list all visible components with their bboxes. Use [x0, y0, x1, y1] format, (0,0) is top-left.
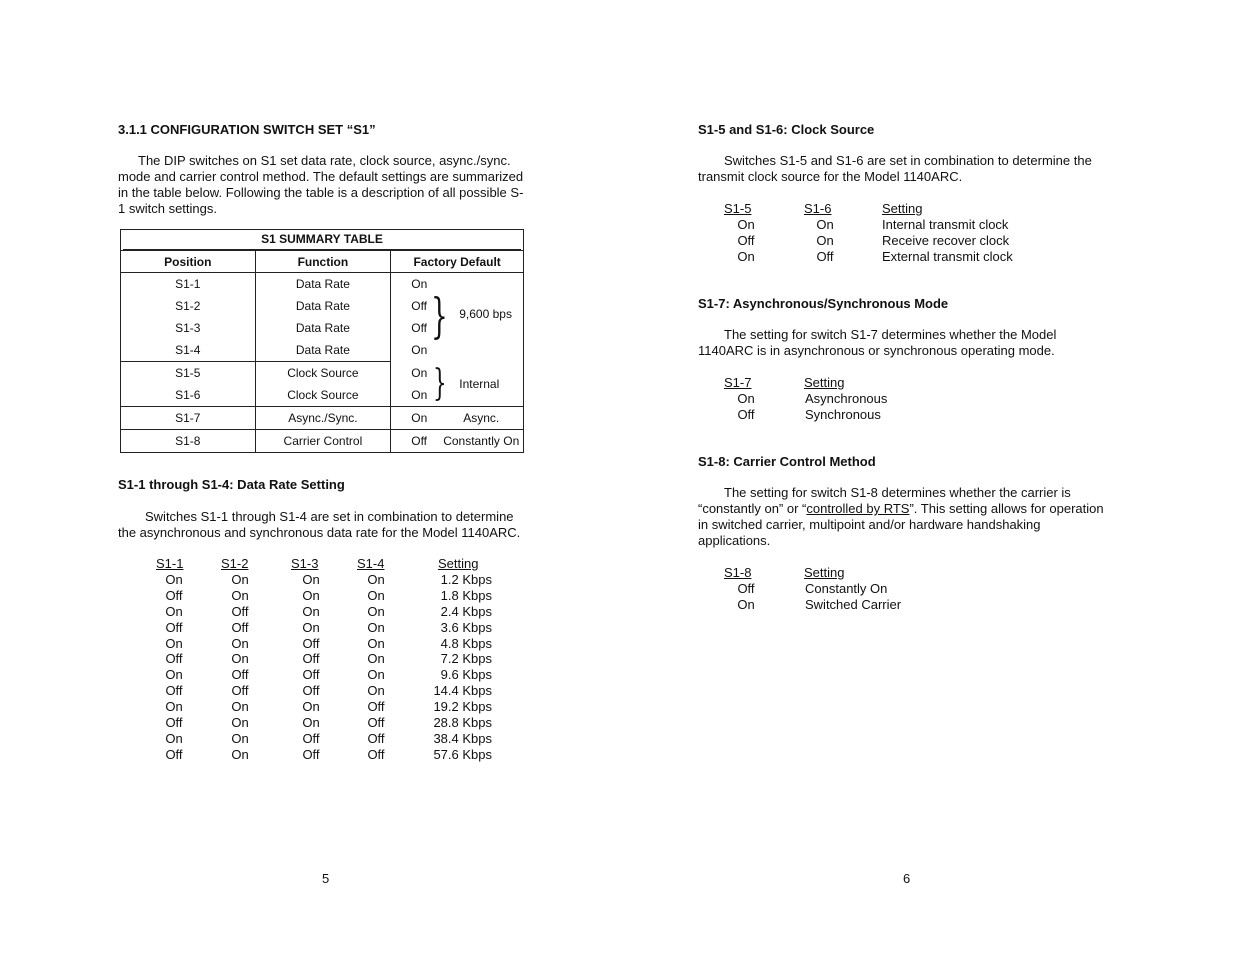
data-rate-cell: On: [165, 667, 183, 683]
data-rate-cell: 1.2 Kbps: [440, 571, 492, 587]
data-rate-header: S1-4: [357, 556, 385, 571]
data-rate-cell: 57.6 Kbps: [433, 746, 492, 762]
data-rate-header: S1-3: [291, 556, 319, 571]
position-cell: S1-1: [121, 273, 256, 296]
function-cell: Async./Sync.: [255, 407, 391, 430]
async-sync-cell: Synchronous: [805, 406, 881, 422]
data-rate-cell: Off: [165, 746, 183, 762]
function-cell: Data Rate: [255, 339, 391, 362]
async-sync-header: Setting: [804, 375, 845, 390]
page-number: 6: [903, 871, 911, 886]
data-rate-cell: On: [165, 730, 183, 746]
async-sync-cell: Off: [737, 406, 755, 422]
clock-source-cell: On: [737, 248, 755, 264]
intro-paragraph: [118, 153, 548, 217]
async-result: Async.: [463, 411, 500, 425]
data-rate-cell: On: [367, 635, 385, 651]
function-cell: Data Rate: [255, 295, 391, 317]
data-rate-cell: On: [367, 571, 385, 587]
carrier-control-header: S1-8: [724, 565, 752, 580]
async-default-cell: [391, 407, 524, 430]
intro-line: The setting for switch S1-7 determines whether the Model: [724, 327, 1057, 342]
data-rate-cell: On: [302, 587, 320, 603]
data-rate-cell: On: [231, 587, 249, 603]
position-cell: S1-6: [121, 384, 256, 407]
data-rate-header: S1-2: [221, 556, 249, 571]
clock-source-cell: On: [737, 216, 755, 232]
table-row: [121, 273, 524, 296]
data-rate-cell: Off: [302, 635, 320, 651]
data-rate-cell: Off: [231, 603, 249, 619]
data-rate-cell: Off: [302, 730, 320, 746]
default-value: Off: [411, 321, 428, 335]
data-rate-header: Setting: [438, 556, 479, 571]
clock-source-cell: On: [816, 232, 834, 248]
table-row: [121, 362, 524, 385]
data-rate-cell: Off: [231, 683, 249, 699]
data-rate-cell: On: [231, 715, 249, 730]
header-function: Function: [255, 251, 391, 273]
function-cell: Data Rate: [255, 273, 391, 296]
data-rate-intro: [118, 509, 548, 541]
data-rate-cell: On: [302, 699, 320, 715]
data-rate-cell: 38.4 Kbps: [433, 730, 492, 746]
clock-source-cell: Off: [816, 248, 834, 264]
data-rate-cell: On: [302, 571, 320, 587]
async-sync-intro: [698, 327, 1128, 359]
data-rate-cell: 28.8 Kbps: [433, 715, 492, 730]
controlled-by-rts-text: controlled by RTS: [806, 501, 910, 516]
data-rate-cell: 19.2 Kbps: [433, 699, 492, 715]
clock-source-cell: Receive recover clock: [882, 232, 1010, 248]
data-rate-cell: Off: [367, 746, 385, 762]
clock-source-result: Internal: [459, 376, 500, 391]
data-rate-cell: Off: [165, 651, 183, 667]
brace-icon: }: [431, 288, 449, 344]
position-cell: S1-3: [121, 317, 256, 339]
clock-source-cell: On: [816, 216, 834, 232]
data-rate-cell: 1.8 Kbps: [440, 587, 492, 603]
data-rate-heading: S1-1 through S1-4: Data Rate Setting: [118, 477, 345, 492]
data-rate-cell: 3.6 Kbps: [440, 619, 492, 635]
data-rate-cell: On: [165, 571, 183, 587]
data-rate-cell: On: [367, 619, 385, 635]
clock-source-heading: S1-5 and S1-6: Clock Source: [698, 122, 875, 137]
data-rate-header: S1-1: [156, 556, 184, 571]
data-rate-cell: On: [367, 603, 385, 619]
data-rate-cell: 4.8 Kbps: [440, 635, 492, 651]
carrier-control-cell: On: [737, 596, 755, 612]
default-value: Off: [411, 434, 428, 448]
data-rate-cell: On: [367, 651, 385, 667]
function-cell: Clock Source: [255, 362, 391, 385]
intro-line: Switches S1-5 and S1-6 are set in combination to determine the: [724, 153, 1092, 168]
data-rate-cell: On: [231, 635, 249, 651]
data-rate-cell: On: [165, 699, 183, 715]
section-heading: 3.1.1 CONFIGURATION SWITCH SET “S1”: [118, 122, 376, 137]
data-rate-cell: Off: [165, 715, 183, 730]
data-rate-cell: Off: [367, 715, 385, 730]
default-value: On: [411, 343, 428, 357]
carrier-control-heading: S1-8: Carrier Control Method: [698, 454, 876, 469]
table-row: [121, 407, 524, 430]
clock-source-cell: External transmit clock: [882, 248, 1013, 264]
data-rate-cell: On: [231, 699, 249, 715]
page-number: 5: [322, 871, 330, 886]
intro-line: in switched carrier, multipoint and/or hardware handshaking: [698, 517, 1041, 532]
default-value: On: [411, 365, 428, 380]
carrier-control-cell: Off: [737, 580, 755, 596]
async-sync-cell: On: [737, 390, 755, 406]
clock-default-cell: [391, 362, 524, 407]
data-rate-result: 9,600 bps: [459, 307, 512, 321]
intro-line: 1 switch settings.: [118, 201, 217, 216]
carrier-control-intro: [698, 485, 1128, 549]
data-rate-cell: Off: [302, 746, 320, 762]
intro-line: the asynchronous and synchronous data rate for the Model 1140ARC.: [118, 525, 521, 540]
carrier-control-cell: Constantly On: [805, 580, 888, 596]
clock-source-intro: [698, 153, 1128, 185]
carrier-default-cell: [391, 430, 524, 453]
data-rate-cell: Off: [302, 651, 320, 667]
header-position: Position: [121, 251, 256, 273]
function-cell: Carrier Control: [255, 430, 391, 453]
intro-line: The setting for switch S1-8 determines whether the carrier is: [724, 485, 1071, 500]
intro-line: 1140ARC is in asynchronous or synchronous operating mode.: [698, 343, 1055, 358]
data-rate-cell: Off: [165, 587, 183, 603]
default-value: On: [411, 411, 428, 425]
position-cell: S1-2: [121, 295, 256, 317]
default-value: Off: [411, 299, 428, 313]
data-rate-cell: Off: [302, 667, 320, 683]
data-rate-cell: On: [302, 715, 320, 730]
data-rate-cell: Off: [231, 619, 249, 635]
data-rate-cell: 14.4 Kbps: [433, 683, 492, 699]
position-cell: S1-7: [121, 407, 256, 430]
intro-line: [698, 501, 1128, 517]
data-rate-cell: On: [367, 667, 385, 683]
data-rate-cell: 9.6 Kbps: [440, 667, 492, 683]
intro-line: transmit clock source for the Model 1140ARC.: [698, 169, 963, 184]
position-cell: S1-8: [121, 430, 256, 453]
data-rate-cell: On: [231, 651, 249, 667]
intro-line: in the table below. Following the table is a description of all possible S-: [118, 185, 524, 200]
position-cell: S1-4: [121, 339, 256, 362]
intro-text: “constantly on” or “: [698, 501, 807, 516]
function-cell: Clock Source: [255, 384, 391, 407]
data-rate-cell: On: [302, 603, 320, 619]
data-rate-cell: Off: [302, 683, 320, 699]
data-rate-default-cell: [391, 273, 524, 362]
header-factory-default: Factory Default: [391, 251, 524, 273]
function-cell: Data Rate: [255, 317, 391, 339]
data-rate-cell: Off: [231, 667, 249, 683]
position-cell: S1-5: [121, 362, 256, 385]
intro-line: mode and carrier control method. The default settings are summarized: [118, 169, 524, 184]
data-rate-cell: On: [367, 587, 385, 603]
intro-line: applications.: [698, 533, 771, 548]
async-sync-header: S1-7: [724, 375, 752, 390]
clock-source-cell: Off: [737, 232, 755, 248]
data-rate-cell: Off: [165, 683, 183, 699]
summary-table-title: S1 SUMMARY TABLE: [121, 230, 524, 251]
data-rate-cell: Off: [367, 699, 385, 715]
clock-source-cell: Internal transmit clock: [882, 216, 1009, 232]
data-rate-cell: Off: [165, 619, 183, 635]
async-sync-heading: S1-7: Asynchronous/Synchronous Mode: [698, 296, 949, 311]
clock-source-header: S1-5: [724, 201, 752, 216]
clock-source-header: Setting: [882, 201, 923, 216]
data-rate-cell: On: [231, 746, 249, 762]
data-rate-cell: 7.2 Kbps: [440, 651, 492, 667]
s1-summary-table: [120, 229, 524, 453]
data-rate-cell: On: [367, 683, 385, 699]
data-rate-cell: On: [231, 730, 249, 746]
data-rate-cell: 2.4 Kbps: [440, 603, 492, 619]
data-rate-cell: On: [231, 571, 249, 587]
carrier-control-header: Setting: [804, 565, 845, 580]
carrier-result: Constantly On: [443, 434, 520, 448]
intro-line: The DIP switches on S1 set data rate, clock source, async./sync.: [138, 153, 511, 168]
clock-source-header: S1-6: [804, 201, 832, 216]
data-rate-cell: Off: [367, 730, 385, 746]
brace-icon: }: [433, 362, 447, 404]
data-rate-cell: On: [302, 619, 320, 635]
intro-text: ”. This setting allows for operation: [909, 501, 1104, 516]
default-value: On: [411, 387, 428, 402]
data-rate-cell: On: [165, 603, 183, 619]
async-sync-cell: Asynchronous: [805, 390, 888, 406]
intro-line: Switches S1-1 through S1-4 are set in combination to determine: [145, 509, 514, 524]
carrier-control-cell: Switched Carrier: [805, 596, 902, 612]
table-row: [121, 430, 524, 453]
data-rate-cell: On: [165, 635, 183, 651]
default-value: On: [411, 277, 428, 291]
